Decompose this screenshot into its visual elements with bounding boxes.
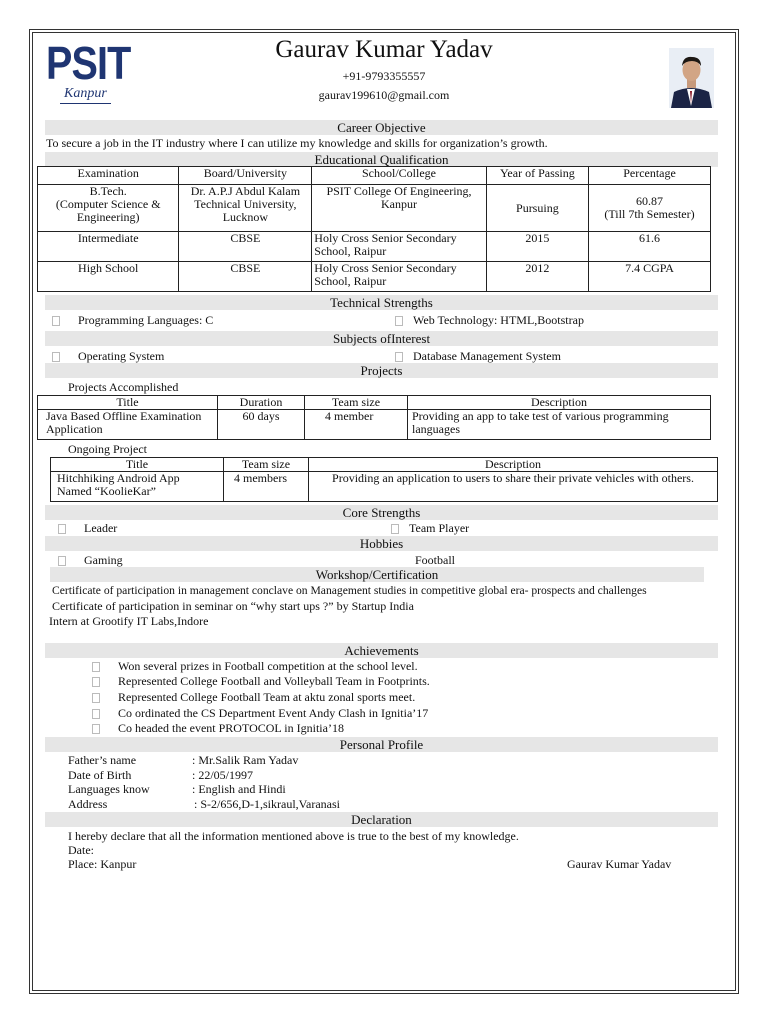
- projects-table: [37, 395, 711, 440]
- interest-right-item: [395, 349, 561, 363]
- candidate-name: Gaurav Kumar Yadav: [275, 36, 493, 63]
- bullet-icon: [92, 693, 100, 703]
- education-school-cell: PSIT College Of Engineering, Kanpur: [312, 185, 486, 232]
- declaration-date: Date:: [68, 843, 94, 857]
- ongoing-project-label: Ongoing Project: [68, 442, 147, 456]
- table-row: [38, 185, 711, 232]
- education-school-cell: Holy Cross Senior Secondary School, Raipur: [312, 232, 486, 262]
- bullet-icon: [58, 556, 66, 566]
- technical-right-item: [395, 313, 584, 327]
- education-percentage-cell: 61.6: [589, 232, 711, 262]
- achievement-item: [92, 706, 428, 720]
- workshop-line: Certificate of participation in seminar on “why start ups ?” by Startup India: [52, 599, 414, 613]
- profile-label: Father’s name: [68, 753, 137, 767]
- education-col-percentage: Percentage: [589, 167, 711, 185]
- profile-label: Address: [68, 797, 108, 811]
- table-row: [51, 472, 718, 502]
- projects-col-title: Title: [38, 396, 218, 410]
- education-board-cell: Dr. A.P.J Abdul Kalam Technical University, Lucknow: [179, 185, 312, 232]
- education-percentage-cell: 7.4 CGPA: [589, 262, 711, 292]
- education-exam-cell: B.Tech. (Computer Science & Engineering): [38, 185, 179, 232]
- ongoing-col-description: Description: [309, 458, 718, 472]
- projects-col-description: Description: [408, 396, 711, 410]
- core-left-text: Leader: [84, 521, 118, 535]
- bullet-icon: [395, 316, 403, 326]
- profile-value: : S-2/656,D-1,sikraul,Varanasi: [194, 797, 340, 811]
- achievement-item: [92, 674, 430, 688]
- phone-number: +91-9793355557: [342, 69, 426, 83]
- profile-photo: [669, 48, 714, 108]
- education-col-exam: Examination: [38, 167, 179, 185]
- projects-col-team: Team size: [305, 396, 408, 410]
- psit-logo: PSIT: [46, 37, 131, 89]
- bullet-icon: [92, 724, 100, 734]
- core-strengths-heading: Core Strengths: [45, 505, 718, 520]
- workshop-line: Certificate of participation in management conclave on Management studies in competitive global era- prospects and challenges: [52, 584, 647, 597]
- achievement-item: [92, 721, 344, 735]
- ongoing-description-cell: Providing an application to users to share their private vehicles with others.: [309, 472, 718, 502]
- project-duration-cell: 60 days: [218, 410, 305, 440]
- education-table: [37, 166, 711, 292]
- achievement-text: Represented College Football Team at aktu zonal sports meet.: [118, 690, 416, 704]
- ongoing-team-cell: 4 members: [224, 472, 309, 502]
- achievement-text: Co ordinated the CS Department Event Andy Clash in Ignitia’17: [118, 706, 429, 720]
- table-row: [38, 410, 711, 440]
- hobbies-left-item: [58, 553, 123, 567]
- ongoing-title-cell: Hitchhiking Android App Named “KoolieKar”: [51, 472, 224, 502]
- declaration-heading: Declaration: [45, 812, 718, 827]
- technical-right-text: Web Technology: HTML,Bootstrap: [413, 313, 584, 327]
- declaration-text: I hereby declare that all the information mentioned above is true to the best of my knowledge.: [68, 829, 519, 843]
- hobbies-left-text: Gaming: [84, 553, 123, 567]
- achievement-item: [92, 690, 415, 704]
- education-exam-cell: Intermediate: [38, 232, 179, 262]
- ongoing-col-team: Team size: [224, 458, 309, 472]
- education-heading: Educational Qualification: [45, 152, 718, 167]
- core-right-text: Team Player: [409, 521, 470, 535]
- declaration-place: Place: Kanpur: [68, 857, 137, 871]
- profile-value: : English and Hindi: [192, 782, 286, 796]
- education-year-cell: Pursuing: [486, 185, 588, 232]
- profile-value: : 22/05/1997: [192, 768, 254, 782]
- table-row: [38, 232, 711, 262]
- achievement-text: Won several prizes in Football competition at the school level.: [118, 659, 418, 673]
- projects-accomplished-label: Projects Accomplished: [68, 380, 179, 394]
- core-left-item: [58, 521, 117, 535]
- hobbies-heading: Hobbies: [45, 536, 718, 551]
- education-school-cell: Holy Cross Senior Secondary School, Raipur: [312, 262, 486, 292]
- interest-left-item: [52, 349, 164, 363]
- psit-logo-subtitle: Kanpur: [60, 86, 111, 104]
- education-col-year: Year of Passing: [486, 167, 588, 185]
- bullet-icon: [391, 524, 399, 534]
- education-year-cell: 2012: [486, 262, 588, 292]
- project-team-cell: 4 member: [305, 410, 408, 440]
- bullet-icon: [92, 709, 100, 719]
- profile-label: Date of Birth: [68, 768, 132, 782]
- technical-left-text: Programming Languages: C: [78, 313, 214, 327]
- bullet-icon: [52, 316, 60, 326]
- technical-strengths-heading: Technical Strengths: [45, 295, 718, 310]
- interest-right-text: Database Management System: [413, 349, 561, 363]
- signature-name: Gaurav Kumar Yadav: [567, 857, 672, 871]
- bullet-icon: [92, 662, 100, 672]
- email-address: gaurav199610@gmail.com: [318, 88, 450, 102]
- bullet-icon: [58, 524, 66, 534]
- projects-heading: Projects: [45, 363, 718, 378]
- career-objective-text: To secure a job in the IT industry where I can utilize my knowledge and skills for organization’s growth.: [46, 136, 548, 150]
- project-title-cell: Java Based Offline Examination Application: [38, 410, 218, 440]
- bullet-icon: [395, 352, 403, 362]
- personal-profile-heading: Personal Profile: [45, 737, 718, 752]
- profile-value: : Mr.Salik Ram Yadav: [192, 753, 299, 767]
- bullet-icon: [92, 677, 100, 687]
- achievements-heading: Achievements: [45, 643, 718, 658]
- table-row: [38, 262, 711, 292]
- core-right-item: [391, 521, 469, 535]
- interest-left-text: Operating System: [78, 349, 165, 363]
- education-exam-cell: High School: [38, 262, 179, 292]
- interest-heading: Subjects ofInterest: [45, 331, 718, 346]
- career-objective-heading: Career Objective: [45, 120, 718, 135]
- education-board-cell: CBSE: [179, 262, 312, 292]
- education-col-school: School/College: [312, 167, 486, 185]
- projects-col-duration: Duration: [218, 396, 305, 410]
- achievement-item: [92, 659, 418, 673]
- education-percentage-cell: 60.87 (Till 7th Semester): [589, 185, 711, 232]
- education-col-board: Board/University: [179, 167, 312, 185]
- bullet-icon: [52, 352, 60, 362]
- project-description-cell: Providing an app to take test of various programming languages: [408, 410, 711, 440]
- achievement-text: Represented College Football and Volleyball Team in Footprints.: [118, 674, 430, 688]
- technical-left-item: [52, 313, 213, 327]
- education-board-cell: CBSE: [179, 232, 312, 262]
- hobbies-right-text: Football: [415, 553, 456, 567]
- education-year-cell: 2015: [486, 232, 588, 262]
- workshop-line: Intern at Grootify IT Labs,Indore: [49, 614, 209, 628]
- achievement-text: Co headed the event PROTOCOL in Ignitia’18: [118, 721, 344, 735]
- ongoing-col-title: Title: [51, 458, 224, 472]
- profile-label: Languages know: [68, 782, 150, 796]
- ongoing-projects-table: [50, 457, 718, 502]
- workshop-heading: Workshop/Certification: [50, 567, 704, 582]
